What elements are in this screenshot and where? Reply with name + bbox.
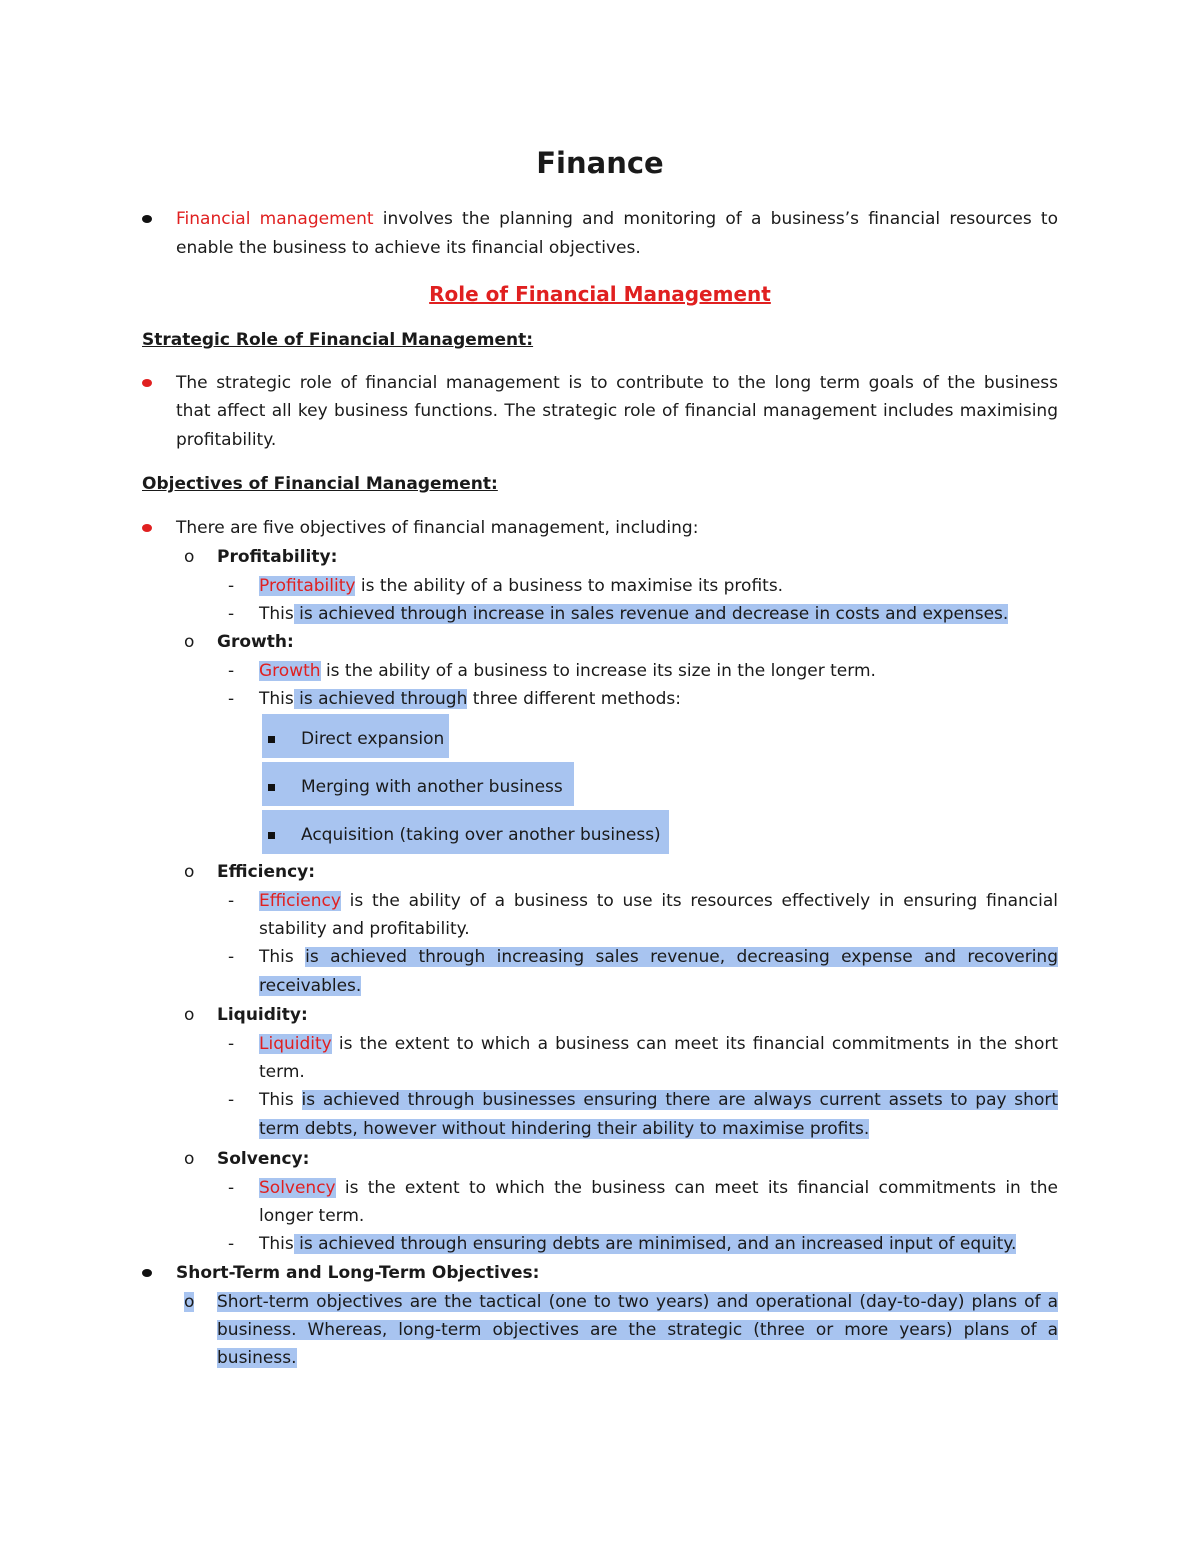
liquidity-def-2: term. (259, 1062, 305, 1082)
efficiency-def-1: Efficiency is the ability of a business to use its resources effectively in ensuring financial (259, 891, 1058, 911)
dash-bullet: - (228, 689, 235, 709)
short-long-heading: Short-Term and Long-Term Objectives: (176, 1263, 540, 1283)
growth-label: Growth: (217, 632, 294, 652)
circle-bullet-icon: o (184, 547, 195, 567)
objectives-intro: There are five objectives of financial management, including: (176, 518, 699, 538)
profitability-def: Profitability is the ability of a business to maximise its profits. (259, 576, 784, 596)
liquidity-achieved-1: This is achieved through businesses ensuring there are always current assets to pay short (259, 1090, 1058, 1110)
term-financial-management: Financial management (176, 209, 374, 229)
liquidity-achieved-2: term debts, however without hindering their ability to maximise profits. (259, 1119, 870, 1139)
dash-bullet: - (228, 576, 235, 596)
circle-bullet-icon: o (184, 1005, 195, 1025)
liquidity-def-1: Liquidity is the extent to which a business can meet its financial commitments in the short (259, 1034, 1058, 1054)
solvency-label: Solvency: (217, 1149, 310, 1169)
bullet-icon (142, 1269, 152, 1277)
liquidity-label: Liquidity: (217, 1005, 308, 1025)
square-bullet-icon (268, 832, 275, 839)
dash-bullet: - (228, 947, 235, 967)
efficiency-label: Efficiency: (217, 862, 316, 882)
page-title: Finance (536, 146, 664, 180)
bullet-icon (142, 215, 152, 223)
circle-bullet-icon: o (184, 632, 195, 652)
dash-bullet: - (228, 1234, 235, 1254)
dash-bullet: - (228, 891, 235, 911)
efficiency-def-2: stability and profitability. (259, 919, 470, 939)
profitability-achieved: This is achieved through increase in sales revenue and decrease in costs and expenses. (259, 604, 1009, 624)
square-bullet-icon (268, 736, 275, 743)
short-long-line-2: business. Whereas, long-term objectives are the strategic (three or more years) plans of a (217, 1320, 1058, 1340)
method-item: Merging with another business (301, 777, 563, 797)
method-item: Direct expansion (301, 729, 445, 749)
circle-bullet-icon: o (184, 1292, 195, 1312)
solvency-def-2: longer term. (259, 1206, 365, 1226)
short-long-line-1: Short-term objectives are the tactical (one to two years) and operational (day-to-day) plans of a (217, 1292, 1058, 1312)
method-item: Acquisition (taking over another business) (301, 825, 661, 845)
growth-achieved: This is achieved through three different methods: (259, 689, 681, 709)
bullet-icon (142, 379, 152, 387)
solvency-def-1: Solvency is the extent to which the business can meet its financial commitments in the (259, 1178, 1058, 1198)
circle-bullet-icon: o (184, 1149, 195, 1169)
strategic-heading: Strategic Role of Financial Management: (142, 330, 534, 350)
growth-def: Growth is the ability of a business to increase its size in the longer term. (259, 661, 876, 681)
dash-bullet: - (228, 1178, 235, 1198)
square-bullet-icon (268, 784, 275, 791)
strategic-line-2: that affect all key business functions. The strategic role of financial management includes maximising (176, 401, 1058, 421)
profitability-label: Profitability: (217, 547, 338, 567)
strategic-line-3: profitability. (176, 430, 277, 450)
solvency-achieved: This is achieved through ensuring debts are minimised, and an increased input of equity. (259, 1234, 1017, 1254)
section-heading-role: Role of Financial Management (429, 282, 771, 306)
dash-bullet: - (228, 1034, 235, 1054)
intro-line-2: enable the business to achieve its financial objectives. (176, 238, 641, 258)
efficiency-achieved-1: This is achieved through increasing sales revenue, decreasing expense and recovering (259, 947, 1059, 967)
efficiency-achieved-2: receivables. (259, 976, 362, 996)
circle-bullet-icon: o (184, 862, 195, 882)
bullet-icon (142, 524, 152, 532)
dash-bullet: - (228, 1090, 235, 1110)
objectives-heading: Objectives of Financial Management: (142, 474, 498, 494)
strategic-line-1: The strategic role of financial management is to contribute to the long term goals of the business (176, 373, 1058, 393)
short-long-line-3: business. (217, 1348, 297, 1368)
dash-bullet: - (228, 661, 235, 681)
dash-bullet: - (228, 604, 235, 624)
intro-line-1: Financial management involves the planning and monitoring of a business’s financial resources to (176, 209, 1059, 229)
